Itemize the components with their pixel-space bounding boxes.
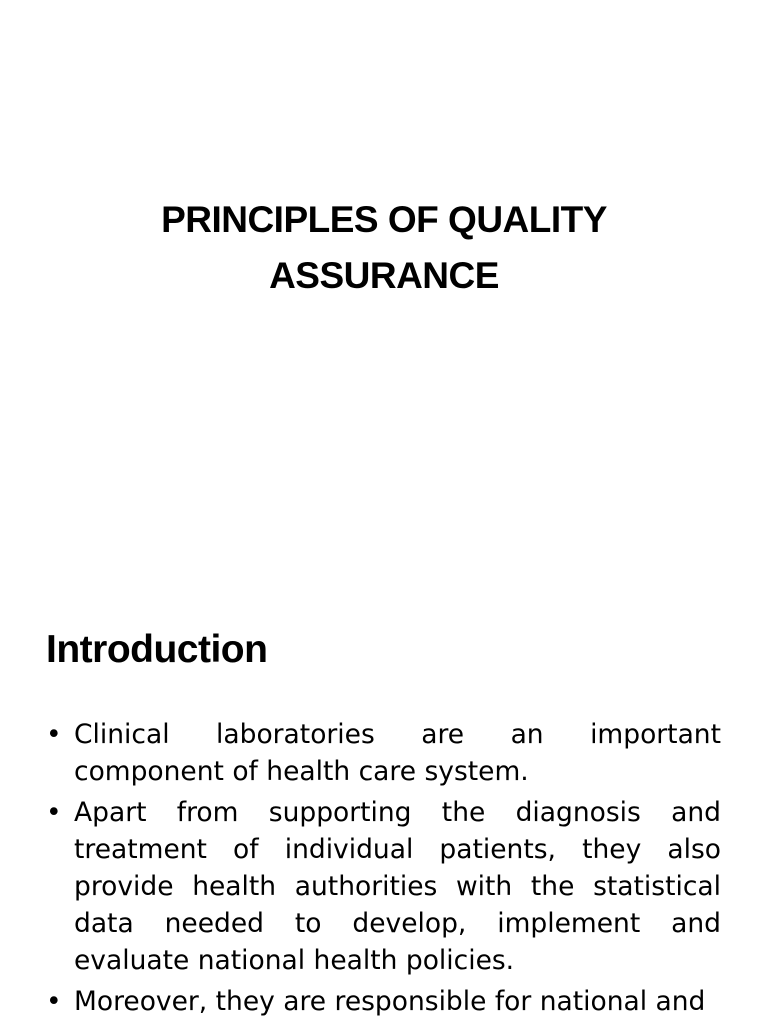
- bullet-icon: •: [46, 986, 62, 1017]
- bullet-item: [46, 716, 721, 790]
- bullet-icon: •: [46, 797, 62, 828]
- bullet-text: Apart from supporting the diagnosis and treatment of individual patients, they also provide health authorities with the statistical data needed to develop, implement and evaluate national health policies.: [74, 797, 721, 976]
- bullet-icon: •: [46, 719, 62, 750]
- bullet-item: [46, 794, 721, 979]
- content-slide: [0, 576, 768, 1024]
- slide-title: [0, 192, 768, 304]
- bullet-item: [46, 983, 721, 1020]
- bullet-text: Moreover, they are responsible for national and: [74, 986, 706, 1017]
- slide-heading: Introduction: [46, 628, 268, 671]
- slide-title-line-1: PRINCIPLES OF QUALITY: [161, 199, 607, 240]
- slide-title-line-2: ASSURANCE: [269, 255, 499, 296]
- bullet-text: Clinical laboratories are an important component of health care system.: [74, 719, 721, 787]
- bullet-list: [46, 716, 721, 1024]
